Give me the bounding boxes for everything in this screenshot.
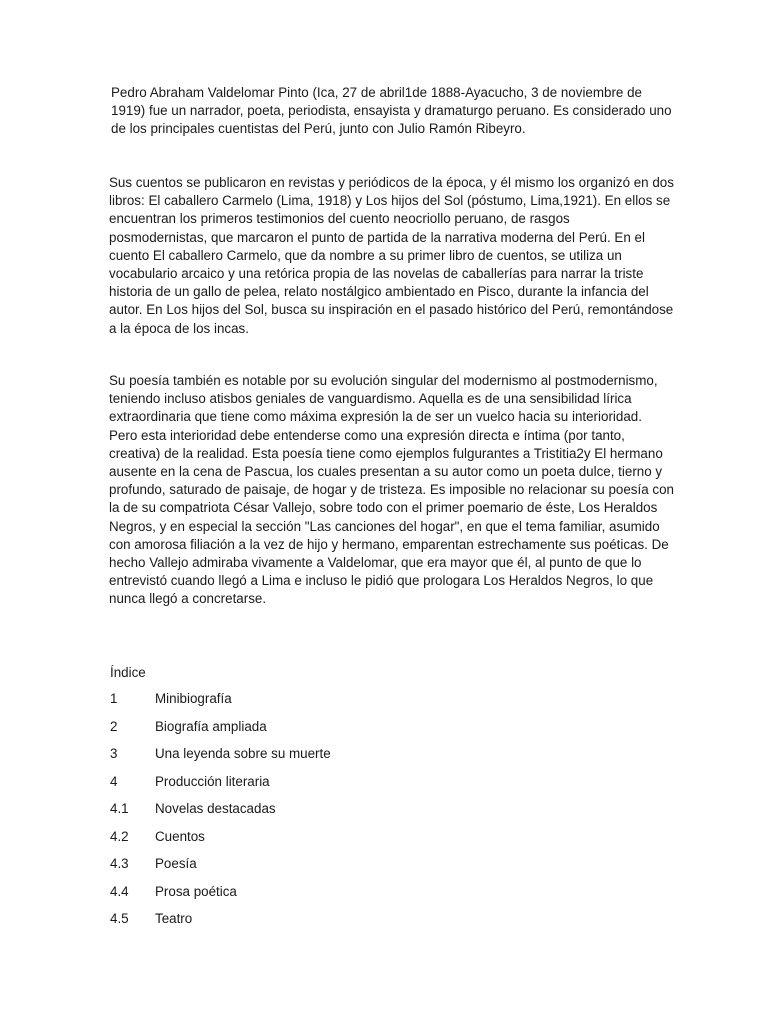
toc-item-text: Teatro	[155, 911, 193, 926]
toc-item-number: 4	[110, 773, 118, 789]
toc-item	[110, 855, 510, 883]
toc-item-text: Novelas destacadas	[155, 801, 276, 816]
paragraph-line: ausente en la cena de Pascua, los cuales presentan a su autor como un poeta dulce, tierno y	[109, 464, 663, 480]
paragraph-line: encuentran los primeros testimonios del cuento neocriollo peruano, de rasgos	[109, 211, 570, 227]
paragraph-line: vocabulario arcaico y una retórica propia de las novelas de caballerías para narrar la triste	[109, 266, 644, 282]
paragraph-line: de los principales cuentistas del Perú, junto con Julio Ramón Ribeyro.	[111, 121, 526, 137]
toc-item-number: 4.1	[110, 801, 129, 816]
toc-item	[110, 800, 510, 828]
toc-item-text: Cuentos	[155, 828, 205, 844]
paragraph-line: con amorosa filiación a la vez de hijo y hermano, emparentan estrechamente sus poéticas. De	[109, 536, 669, 552]
toc-item-number: 3	[110, 746, 118, 761]
toc-item-number: 4.2	[110, 828, 129, 844]
toc-item-text: Minibiografía	[155, 691, 232, 706]
paragraph-line: creativa) de la realidad. Esta poesía tiene como ejemplos fulgurantes a Tristitia2y El hermano	[109, 445, 663, 461]
toc-item-number: 4.5	[110, 911, 129, 926]
toc-item-text: Biografía ampliada	[155, 718, 267, 734]
toc-item	[110, 690, 510, 718]
toc-item-number: 4.3	[110, 856, 129, 871]
paragraph-line: nunca llegó a concretarse.	[109, 591, 267, 607]
toc-item	[110, 910, 510, 938]
paragraph-line: Negros, y en especial la sección "Las canciones del hogar", en que el tema familiar, asumido	[109, 518, 660, 534]
paragraph-line: libros: El caballero Carmelo (Lima, 1918) y Los hijos del Sol (póstumo, Lima,1921). En ellos se	[109, 193, 671, 209]
index-title: Índice	[110, 665, 146, 680]
paragraph-line: Su poesía también es notable por su evolución singular del modernismo al postmodernismo,	[109, 373, 658, 388]
paragraph-line: extraordinaria que tiene como máxima expresión la de ser un vuelco hacia su interioridad.	[109, 409, 642, 425]
paragraph-line: a la época de los incas.	[109, 320, 249, 336]
toc-item-number: 4.4	[110, 883, 129, 899]
paragraph-line: posmodernistas, que marcaron el punto de partida de la narrativa moderna del Perú. En el	[109, 229, 645, 245]
toc-item-text: Prosa poética	[155, 883, 237, 899]
paragraph-line: cuento El caballero Carmelo, que da nombre a su primer libro de cuentos, se utiliza un	[109, 247, 622, 263]
paragraph-line: Pedro Abraham Valdelomar Pinto (Ica, 27 de abril1de 1888-Ayacucho, 3 de noviembre de	[111, 85, 642, 100]
paragraph-line: 1919) fue un narrador, poeta, periodista, ensayista y dramaturgo peruano. Es considerado uno	[111, 103, 672, 119]
toc-item-number: 2	[110, 718, 118, 734]
toc-item-text: Poesía	[155, 856, 197, 871]
toc-item-number: 1	[110, 691, 118, 706]
paragraph-line: entrevistó cuando llegó a Lima e incluso le pidió que prologara Los Heraldos Negros, lo que	[109, 573, 654, 589]
paragraph-line: hecho Vallejo admiraba vivamente a Valdelomar, que era mayor que él, al punto de que lo	[109, 555, 642, 571]
toc-item-text: Producción literaria	[155, 773, 270, 789]
paragraph-line: autor. En Los hijos del Sol, busca su inspiración en el pasado histórico del Perú, remontándose	[109, 302, 674, 318]
toc-item	[110, 745, 510, 773]
paragraph-line: historia de un gallo de pelea, relato nostálgico ambientado en Pisco, durante la infancia del	[109, 284, 649, 300]
paragraph-line: la de su compatriota César Vallejo, sobre todo con el primer poemario de éste, Los Heraldos	[109, 500, 658, 516]
toc-item-text: Una leyenda sobre su muerte	[155, 746, 331, 761]
toc-item	[110, 718, 510, 746]
table-of-contents	[110, 690, 510, 938]
toc-item	[110, 828, 510, 856]
paragraph-intro	[111, 84, 671, 139]
paragraph-line: Sus cuentos se publicaron en revistas y periódicos de la época, y él mismo los organizó en dos	[109, 175, 674, 190]
paragraph-line: profundo, saturado de paisaje, de hogar y de tristeza. Es imposible no relacionar su poesía con	[109, 482, 674, 498]
toc-item	[110, 773, 510, 801]
paragraph-poetry	[109, 372, 679, 609]
toc-item	[110, 883, 510, 911]
paragraph-stories	[109, 174, 679, 338]
paragraph-line: Pero esta interioridad debe entenderse como una expresión directa e íntima (por tanto,	[109, 427, 625, 443]
paragraph-line: teniendo incluso atisbos geniales de vanguardismo. Aquella es de una sensibilidad lírica	[109, 391, 632, 407]
